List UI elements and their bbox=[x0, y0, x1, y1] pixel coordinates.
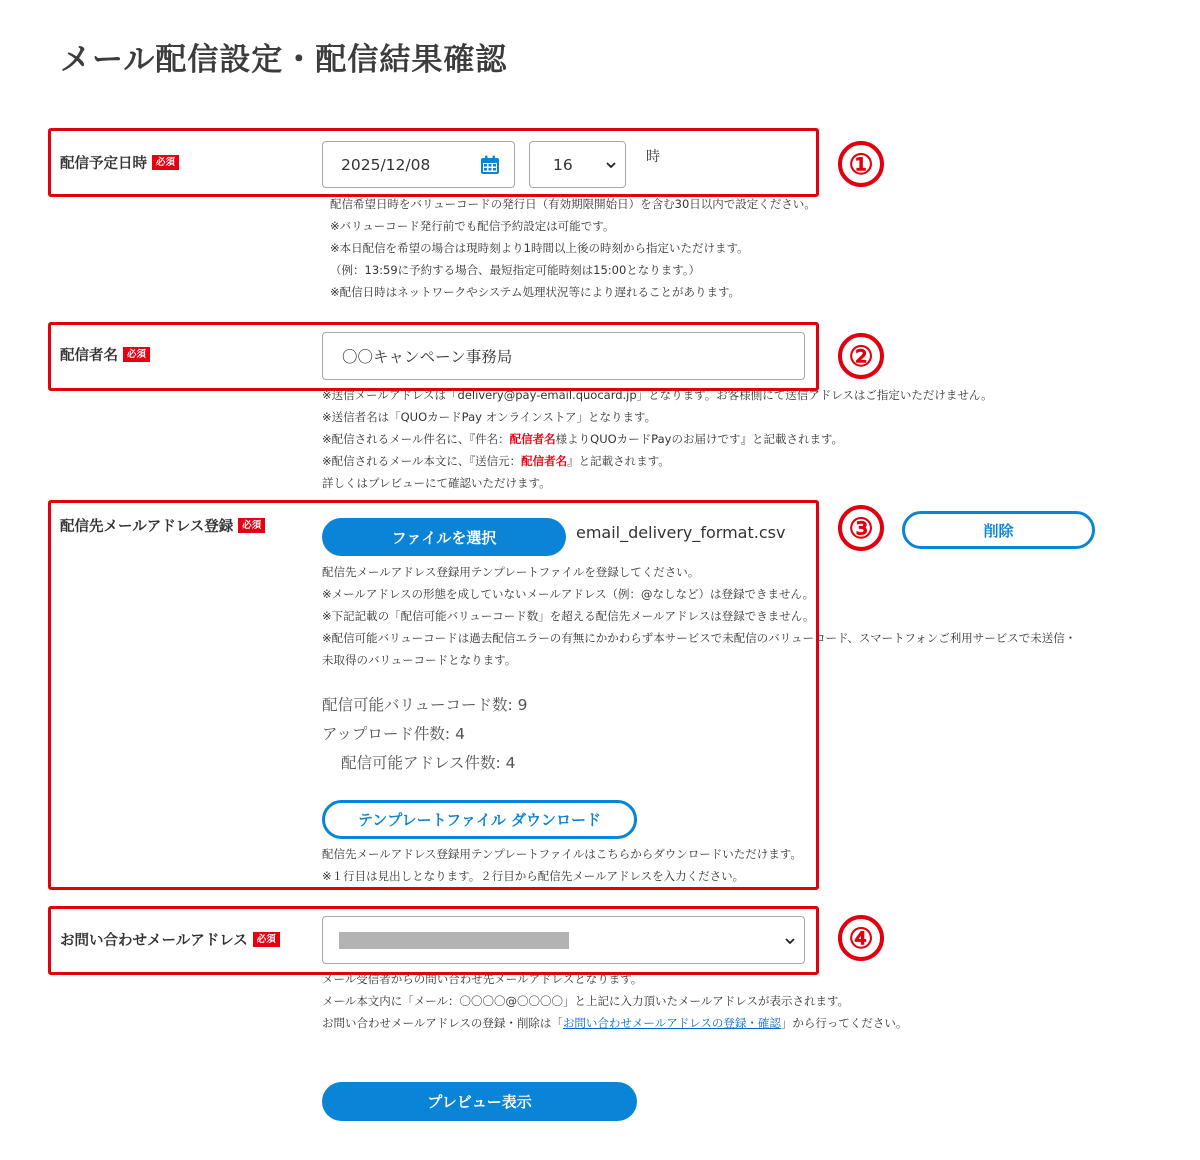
upload-count: アップロード件数: 4 bbox=[322, 725, 465, 743]
highlight-box-1 bbox=[48, 128, 819, 197]
page-title: メール配信設定・配信結果確認 bbox=[60, 42, 508, 78]
note-text: ※配信されるメール本文に、『送信元： bbox=[322, 454, 522, 468]
note-text: ※配信されるメール件名に、『件名： bbox=[322, 432, 510, 446]
schedule-note: 配信希望日時をバリューコードの発行日（有効期限開始日）を含む30日以内で設定ください。 bbox=[330, 197, 816, 211]
hour-unit-label: 時 bbox=[646, 149, 660, 165]
marker-3: ③ bbox=[838, 505, 884, 551]
preview-button[interactable]: プレビュー表示 bbox=[322, 1082, 637, 1121]
template-note: ※１行目は見出しとなります。２行目から配信先メールアドレスを入力ください。 bbox=[322, 869, 745, 883]
sender-note bbox=[322, 428, 993, 450]
required-badge: 必須 bbox=[152, 155, 179, 171]
recipients-note: ※メールアドレスの形態を成していないメールアドレス（例：@なしなど）は登録できません。 bbox=[322, 587, 815, 601]
recipients-note: 未取得のバリューコードとなります。 bbox=[322, 653, 517, 667]
sender-note: ※送信者名は「QUOカードPay オンラインストア」となります。 bbox=[322, 410, 657, 424]
schedule-label-text: 配信予定日時 bbox=[60, 156, 147, 172]
sender-name-highlight: 配信者名 bbox=[521, 454, 568, 468]
sender-notes bbox=[322, 384, 993, 494]
schedule-note: ※本日配信を希望の場合は現時刻より1時間以上後の時刻から指定いただけます。 bbox=[330, 241, 749, 255]
selected-file-name: email_delivery_format.csv bbox=[576, 523, 786, 542]
marker-1: ① bbox=[838, 141, 884, 187]
schedule-note: ※配信日時はネットワークやシステム処理状況等により遅れることがあります。 bbox=[330, 285, 741, 299]
template-note: 配信先メールアドレス登録用テンプレートファイルはこちらからダウンロードいただけます。 bbox=[322, 847, 802, 861]
delete-button[interactable]: 削除 bbox=[902, 511, 1095, 549]
contact-registration-link[interactable]: お問い合わせメールアドレスの登録・確認 bbox=[562, 1016, 781, 1030]
highlight-box-2 bbox=[48, 322, 819, 391]
sender-label-text: 配信者名 bbox=[60, 348, 118, 364]
sender-name-value: 〇〇キャンペーン事務局 bbox=[342, 348, 513, 366]
required-badge: 必須 bbox=[253, 932, 280, 948]
recipients-note: ※下記記載の「配信可能バリューコード数」を超える配信先メールアドレスは登録できません。 bbox=[322, 609, 815, 623]
sender-name-highlight: 配信者名 bbox=[509, 432, 556, 446]
contact-note: メール受信者からの問い合わせ先メールアドレスとなります。 bbox=[322, 972, 643, 986]
marker-4: ④ bbox=[838, 915, 884, 961]
required-badge: 必須 bbox=[238, 518, 265, 534]
highlight-box-3 bbox=[48, 500, 819, 890]
available-codes-count: 配信可能バリューコード数: 9 bbox=[322, 696, 528, 714]
contact-notes bbox=[322, 968, 907, 1034]
recipients-label-text: 配信先メールアドレス登録 bbox=[60, 519, 234, 535]
note-text: 様よりQUOカードPayのお届けです』と記載されます。 bbox=[555, 432, 844, 446]
contact-note bbox=[322, 1012, 907, 1034]
recipients-note: 配信先メールアドレス登録用テンプレートファイルを登録してください。 bbox=[322, 565, 700, 579]
template-download-button[interactable]: テンプレートファイル ダウンロード bbox=[322, 800, 637, 839]
highlight-box-4 bbox=[48, 906, 819, 975]
sender-note bbox=[322, 450, 993, 472]
note-text: 」から行ってください。 bbox=[780, 1016, 908, 1030]
schedule-note: ※バリューコード発行前でも配信予約設定は可能です。 bbox=[330, 219, 615, 233]
schedule-notes bbox=[330, 193, 816, 303]
contact-label-text: お問い合わせメールアドレス bbox=[60, 933, 248, 949]
marker-2: ② bbox=[838, 333, 884, 379]
contact-note: メール本文内に「メール：〇〇〇〇@〇〇〇〇」と上記に入力頂いたメールアドレスが表示されます。 bbox=[322, 994, 850, 1008]
deliverable-address-count: 配信可能アドレス件数: 4 bbox=[341, 754, 516, 772]
sender-note: ※送信メールアドレスは「delivery@pay-email.quocard.jp」となります。お客様側にて送信アドレスはご指定いただけません。 bbox=[322, 388, 993, 402]
sender-note: 詳しくはプレビューにて確認いただけます。 bbox=[322, 476, 551, 490]
schedule-note: （例：13:59に予約する場合、最短指定可能時刻は15:00となります。） bbox=[330, 263, 701, 277]
delivery-hour-value: 16 bbox=[553, 155, 573, 174]
choose-file-button[interactable]: ファイルを選択 bbox=[322, 518, 566, 556]
note-text: お問い合わせメールアドレスの登録・削除は「 bbox=[322, 1016, 563, 1030]
required-badge: 必須 bbox=[123, 347, 150, 363]
recipients-note: ※配信可能バリューコードは過去配信エラーの有無にかかわらず本サービスで未配信のバリューコード、スマートフォンご利用サービスで未送信・ bbox=[322, 631, 1077, 645]
note-text: 』と記載されます。 bbox=[567, 454, 670, 468]
delivery-date-value: 2025/12/08 bbox=[341, 155, 431, 174]
